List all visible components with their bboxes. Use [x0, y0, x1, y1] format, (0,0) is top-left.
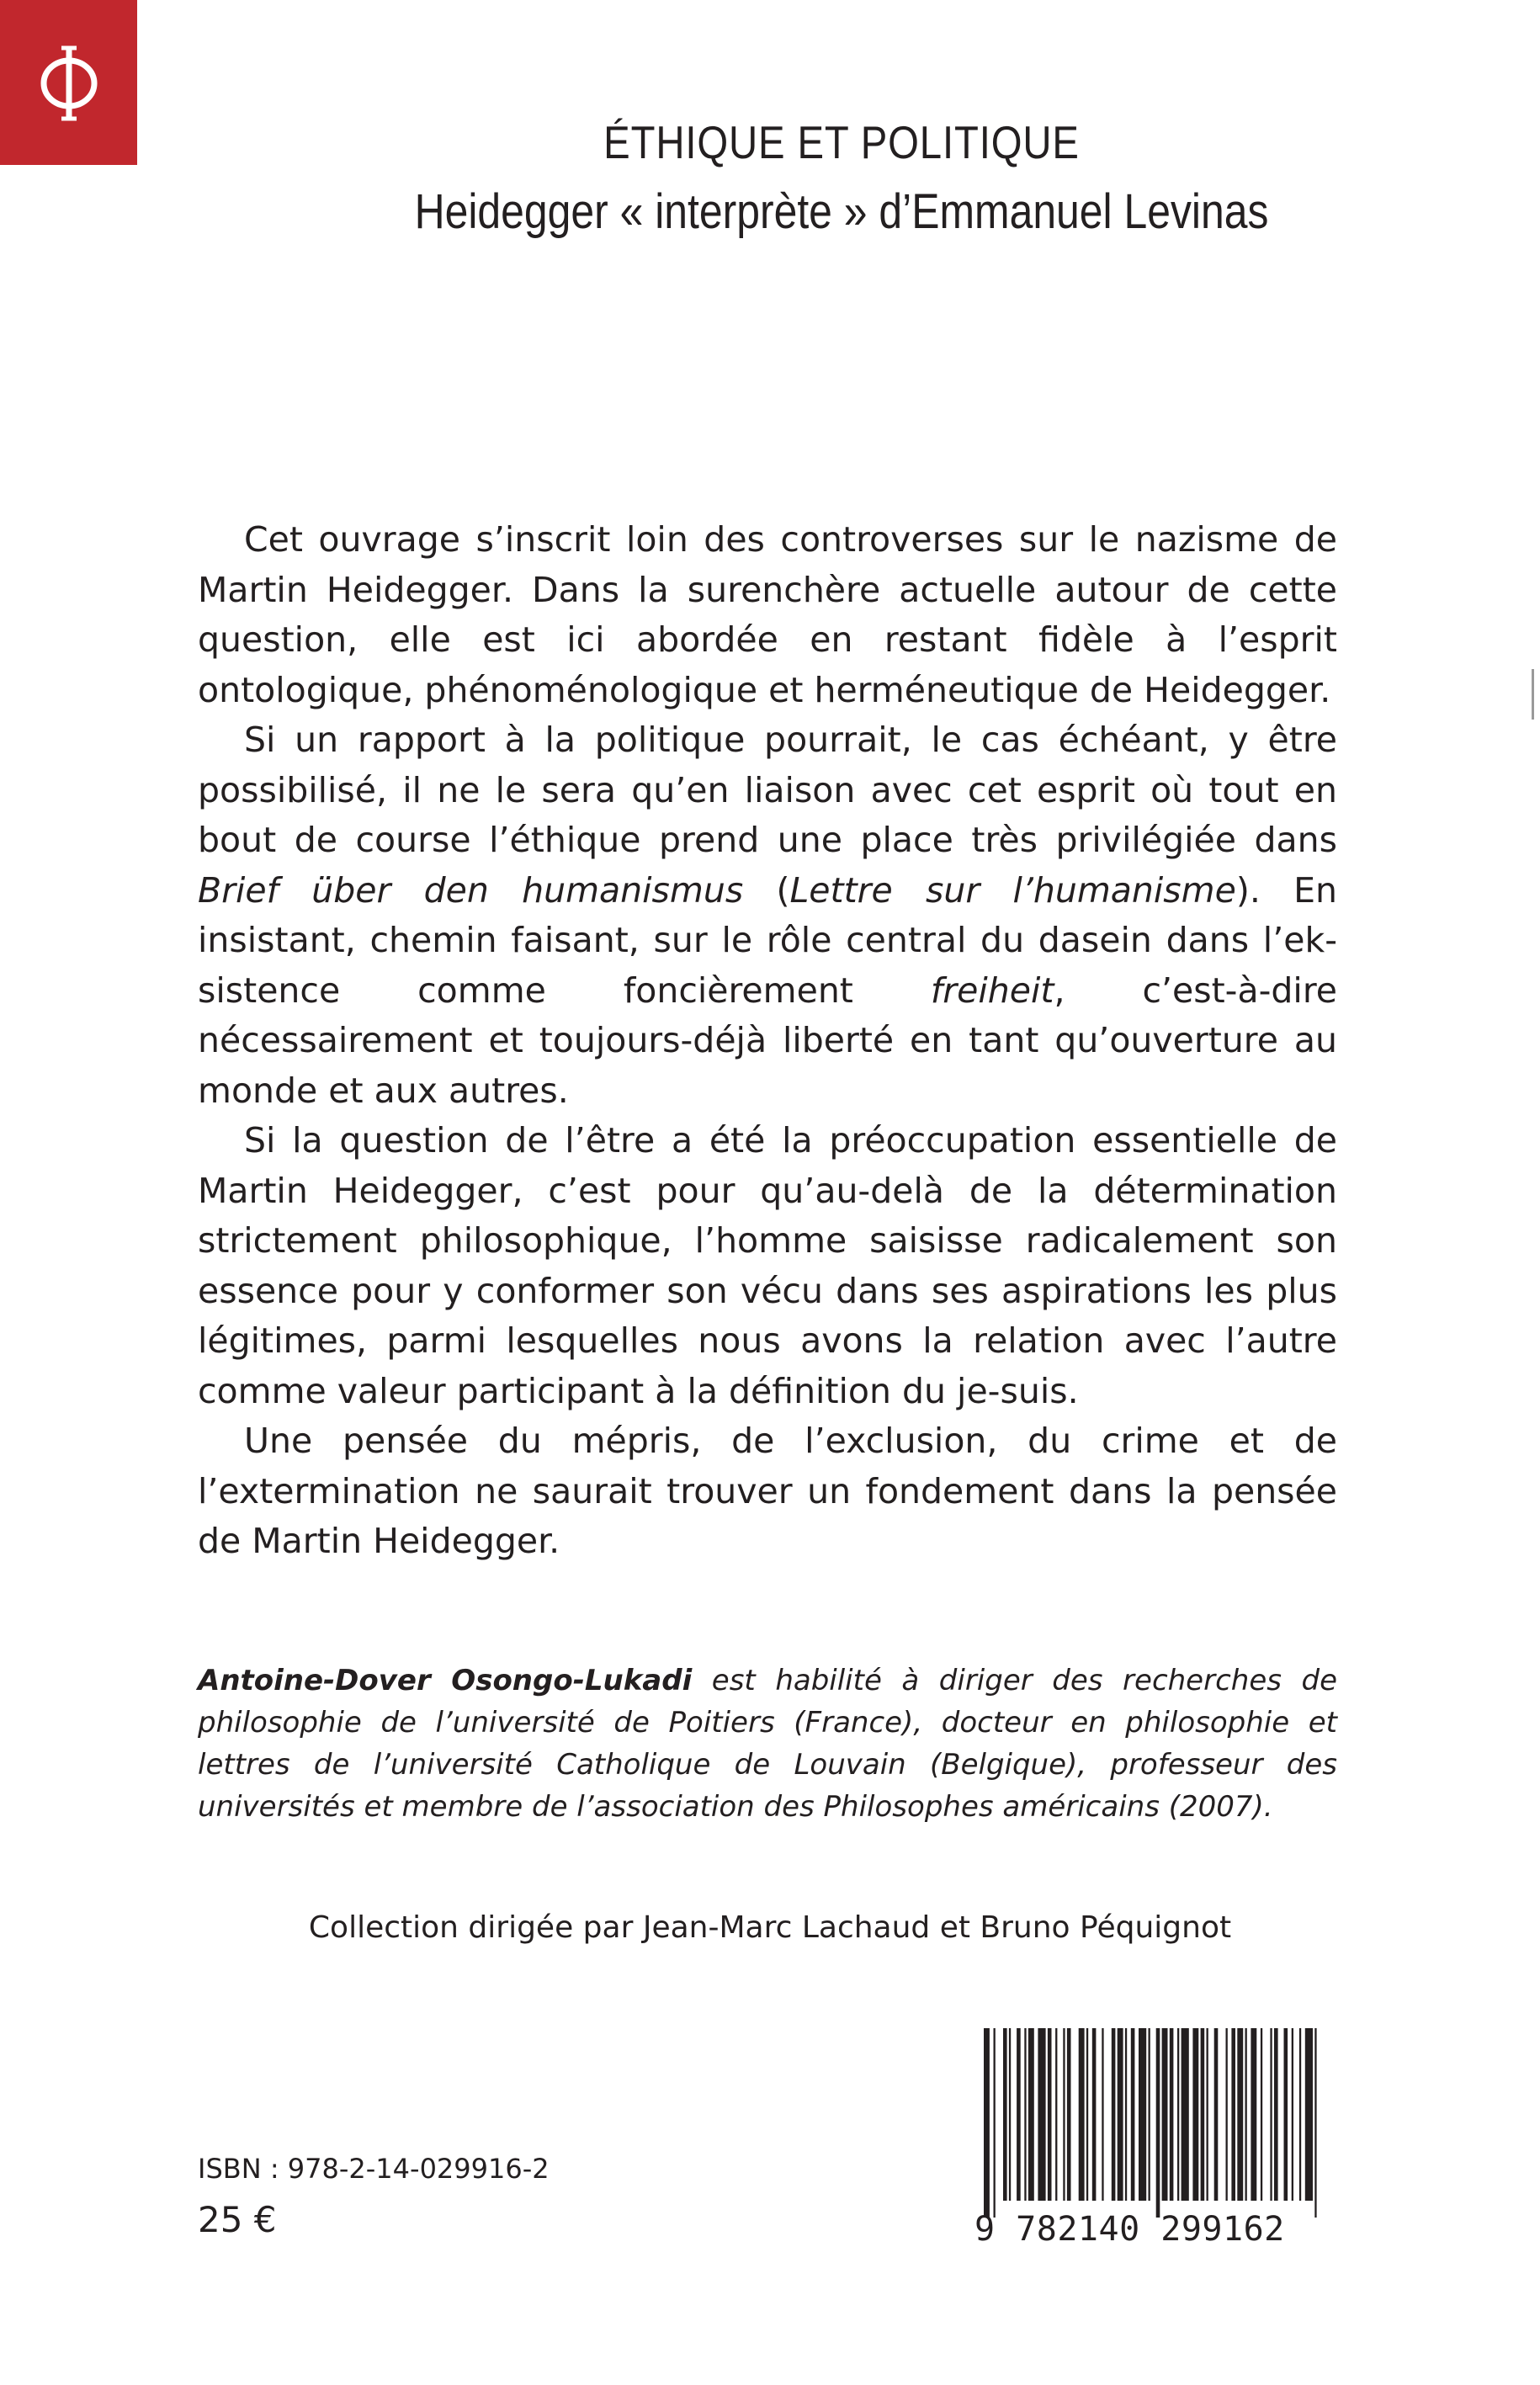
summary-paragraph-1: Cet ouvrage s’inscrit loin des controverses sur le nazisme de Martin Heidegger. Dans la surenchère actuelle autour de cette question, elle est ici abordée en restant fidèle à l’esprit ontologique, phénoménologique et herméneutique de Heidegger. [198, 519, 1337, 710]
edge-mark [1532, 669, 1534, 720]
price: 25 € [198, 2199, 277, 2240]
brief-title: Brief über den humanismus [198, 869, 744, 911]
summary-p2-text-d: , c’est-à-dire nécessairement et toujours-déjà liberté en tant qu’ouverture au monde et aux autres. [198, 969, 1337, 1111]
collection-line: Collection dirigée par Jean-Marc Lachaud et Bruno Péquignot [308, 1910, 1232, 1945]
freiheit-term: freiheit [930, 969, 1054, 1011]
summary-paragraph-4: Une pensée du mépris, de l’exclusion, du crime et de l’extermination ne saurait trouver un fondement dans la pensée de Martin Heidegger. [198, 1421, 1337, 1561]
phi-logo-icon [31, 36, 107, 129]
author-name: Antoine-Dover Osongo-Lukadi [198, 1664, 693, 1697]
author-bio [198, 1660, 1337, 1828]
barcode [980, 2028, 1342, 2218]
author-bio-text: est habilité à diriger des recherches de philosophie de l’université de Poitiers (France), docteur en philosophie et lettres de l’université Catholique de Louvain (Belgique), professeur des universités et membre de l’association des Philosophes américains (2007). [198, 1664, 1338, 1824]
summary-paragraph-3: Si la question de l’être a été la préoccupation essentielle de Martin Heidegger, c’est pour qu’au-delà de la détermination strictement philosophique, l’homme saisisse radicalement son essence pour y conformer son vécu dans ses aspirations les plus légitimes, parmi lesquelles nous avons la relation avec l’autre comme valeur participant à la définition du je-suis. [198, 1120, 1337, 1411]
summary-p2-text-b: ( [743, 869, 790, 911]
isbn: ISBN : 978-2-14-029916-2 [198, 2153, 550, 2185]
summary-paragraph-2 [198, 715, 1337, 1116]
barcode-digits: 9 782140 299162 [974, 2210, 1285, 2249]
summary-p2-text-c: ). En insistant, chemin faisant, sur le rôle central du dasein dans l’ek-sistence comme foncièrement [198, 869, 1338, 1011]
publisher-logo [0, 0, 137, 165]
lettre-title: Lettre sur l’humanisme [789, 869, 1236, 911]
summary-p2-text-a: Si un rapport à la politique pourrait, le cas échéant, y être possibilisé, il ne le sera qu’en liaison avec cet esprit où tout en bout de course l’éthique prend une place très privilégiée dans [198, 720, 1337, 860]
book-title: ÉTHIQUE ET POLITIQUE [603, 116, 1080, 168]
barcode-icon [980, 2028, 1342, 2218]
book-subtitle: Heidegger « interprète » d’Emmanuel Levinas [414, 184, 1269, 239]
summary-text [198, 515, 1337, 1567]
